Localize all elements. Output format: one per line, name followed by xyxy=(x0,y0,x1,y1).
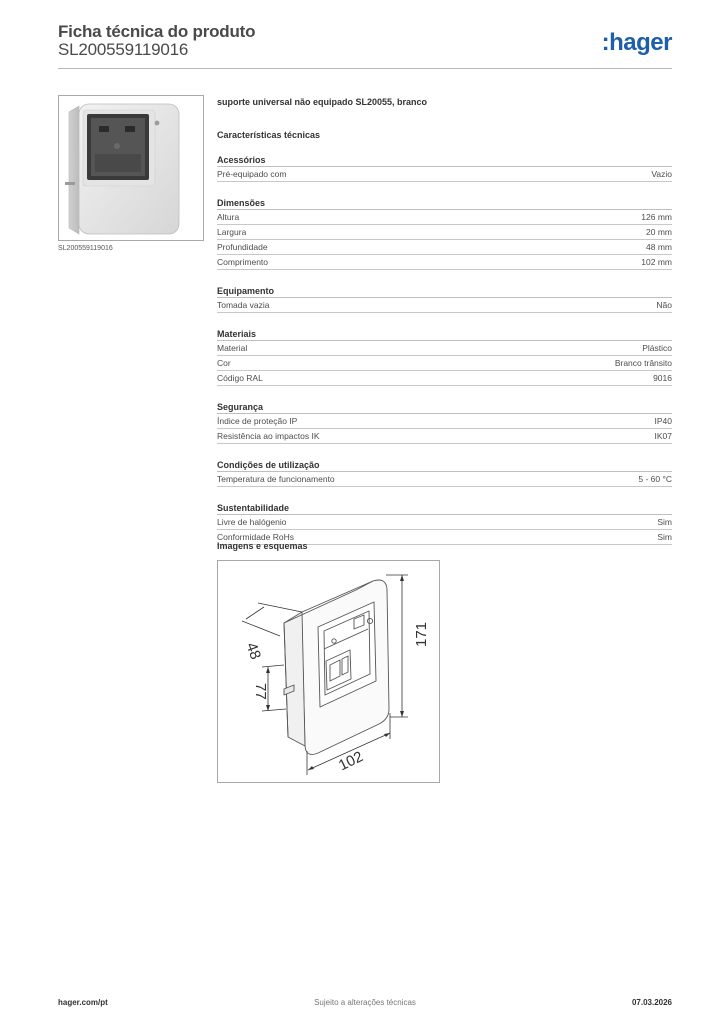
document-title: Ficha técnica do produto xyxy=(58,22,256,41)
spec-value: 20 mm xyxy=(646,227,672,237)
spec-section xyxy=(217,285,672,313)
spec-sections xyxy=(217,154,672,545)
footer-disclaimer: Sujeito a alterações técnicas xyxy=(314,998,416,1007)
product-code: SL200559119016 xyxy=(58,40,189,59)
spec-section-title: Segurança xyxy=(217,401,672,414)
spec-value: Plástico xyxy=(642,343,672,353)
spec-value: 9016 xyxy=(653,373,672,383)
footer-date: 07.03.2026 xyxy=(631,998,672,1007)
spec-value: IP40 xyxy=(654,416,672,426)
spec-value: Sim xyxy=(657,517,672,527)
spec-label: Livre de halógenio xyxy=(217,517,287,527)
spec-row xyxy=(217,429,672,444)
spec-label: Índice de proteção IP xyxy=(217,416,298,426)
spec-row xyxy=(217,371,672,386)
spec-section-title: Sustentabilidade xyxy=(217,502,672,515)
spec-section-title: Dimensões xyxy=(217,197,672,210)
product-photo xyxy=(58,95,204,241)
spec-row xyxy=(217,298,672,313)
spec-section xyxy=(217,154,672,182)
hager-logo: :hager xyxy=(601,29,672,56)
dimension-drawing xyxy=(217,560,440,783)
spec-row xyxy=(217,240,672,255)
spec-value: 48 mm xyxy=(646,242,672,252)
spec-section xyxy=(217,328,672,386)
spec-row xyxy=(217,356,672,371)
spec-section xyxy=(217,197,672,270)
length-dimension-label: 102 xyxy=(335,748,366,775)
footer-website: hager.com/pt xyxy=(58,998,108,1007)
images-heading: Imagens e esquemas xyxy=(217,541,308,551)
spec-label: Código RAL xyxy=(217,373,263,383)
spec-row xyxy=(217,210,672,225)
spec-section xyxy=(217,401,672,444)
spec-value: 102 mm xyxy=(641,257,672,267)
spec-section-title: Acessórios xyxy=(217,154,672,167)
header-divider xyxy=(58,68,672,69)
spec-label: Altura xyxy=(217,212,240,222)
spec-value: Branco trânsito xyxy=(614,358,672,368)
side-dimension-label: 77 xyxy=(252,683,269,700)
product-content xyxy=(217,95,672,545)
spec-row xyxy=(217,472,672,487)
spec-value: IK07 xyxy=(654,431,672,441)
spec-section xyxy=(217,502,672,545)
technical-characteristics-heading: Características técnicas xyxy=(217,130,321,140)
photo-caption: SL200559119016 xyxy=(58,245,113,252)
spec-section-title: Materiais xyxy=(217,328,672,341)
spec-section-title: Equipamento xyxy=(217,285,672,298)
product-photo-image xyxy=(59,96,203,240)
spec-section-title: Condições de utilização xyxy=(217,459,672,472)
product-description: suporte universal não equipado SL20055, branco xyxy=(217,97,428,107)
spec-label: Comprimento xyxy=(217,257,269,267)
spec-row xyxy=(217,515,672,530)
spec-label: Cor xyxy=(217,358,231,368)
spec-value: Não xyxy=(656,300,672,310)
page-footer xyxy=(58,998,672,1010)
spec-label: Material xyxy=(217,343,248,353)
spec-row xyxy=(217,341,672,356)
spec-row xyxy=(217,414,672,429)
spec-row xyxy=(217,225,672,240)
spec-label: Resistência ao impactos IK xyxy=(217,431,320,441)
spec-value: Sim xyxy=(657,532,672,542)
spec-row xyxy=(217,167,672,182)
spec-value: 5 - 60 °C xyxy=(638,474,672,484)
spec-value: 126 mm xyxy=(641,212,672,222)
spec-label: Temperatura de funcionamento xyxy=(217,474,335,484)
depth-dimension-label: 48 xyxy=(242,640,265,662)
spec-label: Pré-equipado com xyxy=(217,169,287,179)
spec-label: Profundidade xyxy=(217,242,268,252)
height-dimension-label: 171 xyxy=(413,621,430,647)
spec-label: Conformidade RoHs xyxy=(217,532,295,542)
dimension-drawing-image xyxy=(218,561,439,782)
spec-row xyxy=(217,255,672,270)
spec-label: Tomada vazia xyxy=(217,300,270,310)
spec-section xyxy=(217,459,672,487)
spec-label: Largura xyxy=(217,227,247,237)
page-header xyxy=(58,20,672,68)
spec-value: Vazio xyxy=(651,169,672,179)
